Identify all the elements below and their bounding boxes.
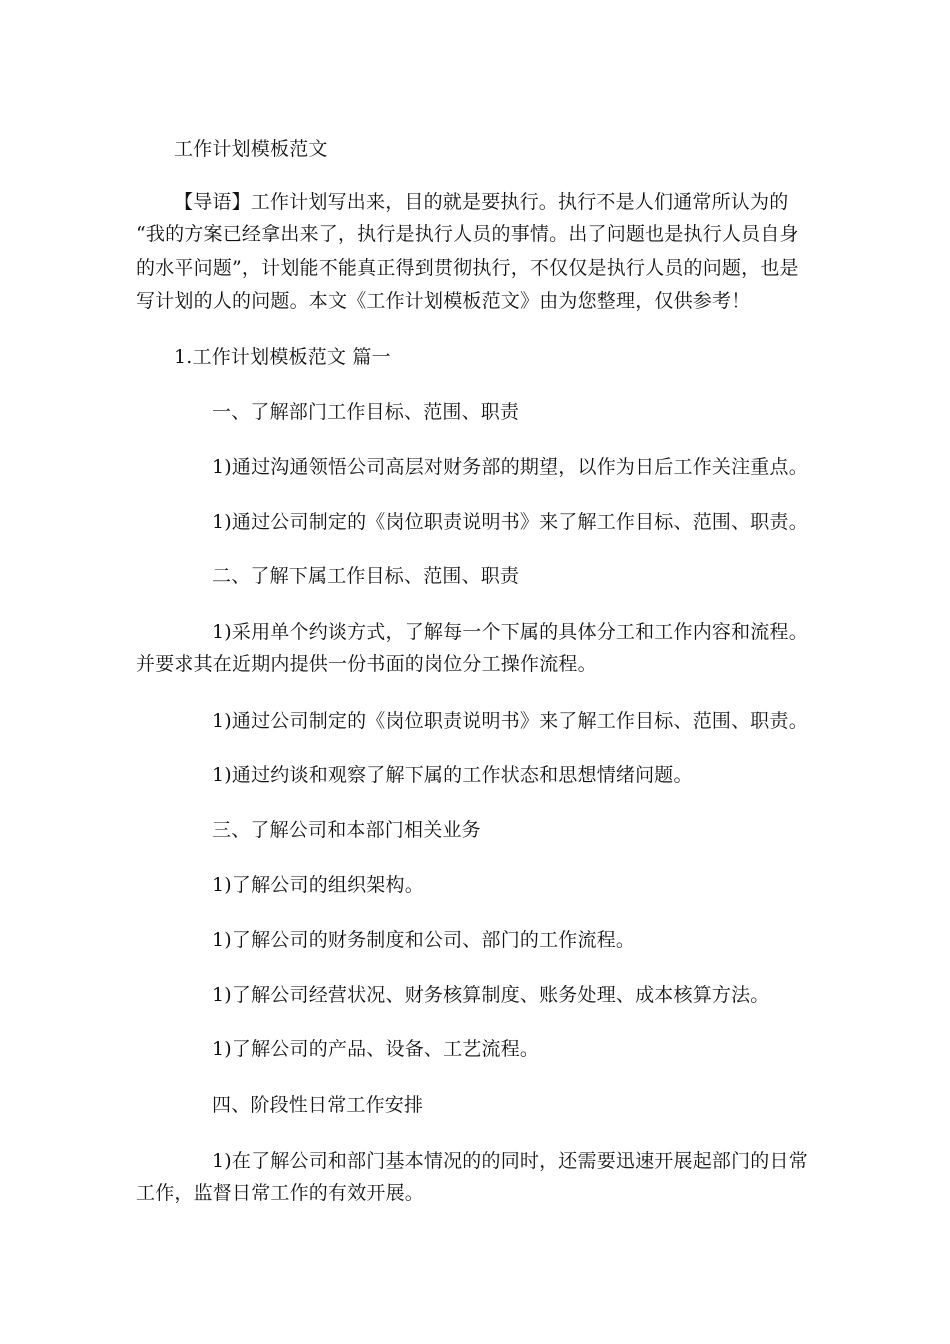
- list-item-line-1: 1)采用单个约谈方式，了解每一个下属的具体分工和工作内容和流程。: [212, 621, 808, 643]
- intro-line-3: 的水平问题”，计划能不能真正得到贯彻执行，不仅仅是执行人员的问题，也是: [136, 257, 799, 279]
- list-item: 1)了解公司的财务制度和公司、部门的工作流程。: [212, 929, 636, 951]
- subheading-4: 四、阶段性日常工作安排: [212, 1094, 424, 1116]
- subheading-3: 三、了解公司和本部门相关业务: [212, 819, 481, 841]
- list-item: 1)了解公司经营状况、财务核算制度、账务处理、成本核算方法。: [212, 984, 770, 1006]
- subheading-1: 一、了解部门工作目标、范围、职责: [212, 401, 520, 423]
- list-item: 1)了解公司的组织架构。: [212, 874, 424, 896]
- list-item: 1)通过约谈和观察了解下属的工作状态和思想情绪问题。: [212, 764, 693, 786]
- intro-line-1: 【导语】工作计划写出来，目的就是要执行。执行不是人们通常所认为的: [174, 191, 789, 213]
- intro-line-4: 写计划的人的问题。本文《工作计划模板范文》由为您整理，仅供参考！: [136, 290, 751, 312]
- list-item-line-2: 工作，监督日常工作的有效开展。: [136, 1182, 425, 1204]
- list-item: 1)通过公司制定的《岗位职责说明书》来了解工作目标、范围、职责。: [212, 511, 808, 533]
- document-title: 工作计划模板范文: [174, 138, 328, 160]
- intro-line-2: “我的方案已经拿出来了，执行是执行人员的事情。出了问题也是执行人员自身: [136, 223, 799, 245]
- list-item: 1)了解公司的产品、设备、工艺流程。: [212, 1038, 540, 1060]
- section-heading: 1.工作计划模板范文 篇一: [174, 346, 391, 368]
- list-item-line-2: 并要求其在近期内提供一份书面的岗位分工操作流程。: [136, 653, 597, 675]
- list-item: 1)通过沟通领悟公司高层对财务部的期望，以作为日后工作关注重点。: [212, 456, 808, 478]
- subheading-2: 二、了解下属工作目标、范围、职责: [212, 565, 520, 587]
- list-item-line-1: 1)在了解公司和部门基本情况的的同时，还需要迅速开展起部门的日常: [212, 1150, 808, 1172]
- list-item: 1)通过公司制定的《岗位职责说明书》来了解工作目标、范围、职责。: [212, 710, 808, 732]
